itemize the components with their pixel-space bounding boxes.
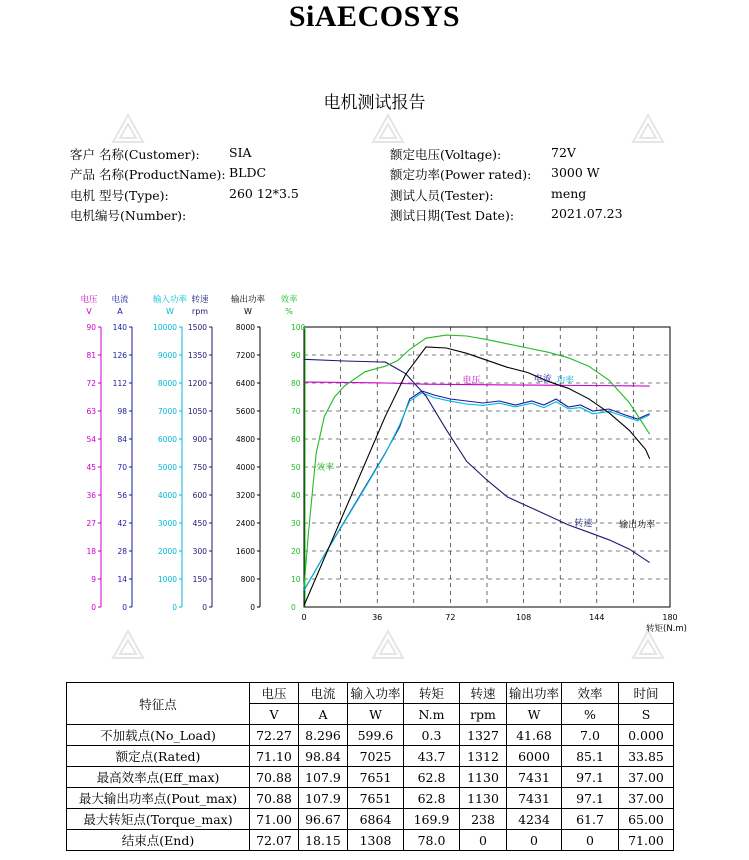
y-tick-label: 36 — [86, 491, 96, 500]
y-tick-label: 80 — [291, 379, 301, 388]
curve-label: 转速 — [574, 519, 593, 530]
table-row — [67, 788, 674, 809]
table-cell: 85.1 — [562, 746, 619, 767]
table-cell: 41.68 — [507, 725, 562, 746]
y-tick-label: 4000 — [235, 463, 255, 472]
table-cell: 7431 — [507, 788, 562, 809]
info-label: 客户 名称(Customer): — [70, 147, 200, 162]
table-cell: 97.1 — [562, 767, 619, 788]
y-tick-label: 9 — [91, 575, 96, 584]
y-tick-label: 112 — [112, 379, 127, 388]
y-tick-label: 72 — [86, 379, 96, 388]
x-tick-label: 72 — [445, 613, 456, 622]
table-cell: 8.296 — [299, 725, 348, 746]
table-cell: 62.8 — [404, 788, 460, 809]
y-tick-label: 300 — [192, 547, 207, 556]
table-header-cell: 时间 — [619, 683, 674, 704]
y-tick-label: 1350 — [187, 351, 207, 360]
y-tick-label: 10000 — [153, 323, 177, 332]
y-tick-label: 56 — [117, 491, 127, 500]
table-cell: 额定点(Rated) — [67, 746, 250, 767]
table-cell: 97.1 — [562, 788, 619, 809]
y-tick-label: 3000 — [157, 519, 177, 528]
table-cell: 72.27 — [250, 725, 299, 746]
series-line — [304, 335, 650, 587]
table-cell: 7431 — [507, 767, 562, 788]
motor-performance-chart — [0, 285, 749, 640]
y-axis-title: 电压 — [80, 295, 98, 305]
y-tick-label: 1000 — [157, 575, 177, 584]
table-cell: 6000 — [507, 746, 562, 767]
table-cell: 1130 — [460, 767, 507, 788]
table-cell: 96.67 — [299, 809, 348, 830]
info-label: 产品 名称(ProductName): — [70, 167, 226, 182]
table-cell: 7.0 — [562, 725, 619, 746]
watermark-icon — [630, 112, 666, 146]
y-axis-unit: W — [244, 307, 252, 316]
y-tick-label: 70 — [117, 463, 127, 472]
x-tick-label: 180 — [662, 613, 678, 622]
y-tick-label: 27 — [86, 519, 96, 528]
series-line — [304, 393, 650, 590]
y-tick-label: 140 — [112, 323, 127, 332]
table-unit-cell: N.m — [404, 704, 460, 725]
y-tick-label: 18 — [86, 547, 96, 556]
table-header-cell: 电压 — [250, 683, 299, 704]
y-tick-label: 98 — [117, 407, 127, 416]
table-header-cell: 电流 — [299, 683, 348, 704]
table-cell: 0.3 — [404, 725, 460, 746]
table-cell: 0 — [507, 830, 562, 851]
table-cell: 0.000 — [619, 725, 674, 746]
table-cell: 71.00 — [619, 830, 674, 851]
x-tick-label: 144 — [589, 613, 605, 622]
table-cell: 107.9 — [299, 788, 348, 809]
table-cell: 78.0 — [404, 830, 460, 851]
y-axis-title: 效率 — [280, 295, 298, 305]
y-tick-label: 63 — [86, 407, 96, 416]
y-tick-label: 50 — [291, 463, 301, 472]
y-tick-label: 4800 — [235, 435, 255, 444]
x-axis-label: 转矩(N.m) — [646, 624, 687, 634]
table-unit-cell: % — [562, 704, 619, 725]
info-label: 额定电压(Voltage): — [390, 147, 502, 162]
curve-label: 输出功率 — [619, 520, 656, 531]
table-cell: 72.07 — [250, 830, 299, 851]
y-tick-label: 3200 — [235, 491, 255, 500]
y-tick-label: 0 — [250, 603, 255, 612]
y-tick-label: 10 — [291, 575, 301, 584]
info-label: 电机 型号(Type): — [70, 188, 169, 203]
report-title: 电机测试报告 — [323, 93, 426, 113]
info-value: 260 12*3.5 — [229, 186, 299, 201]
y-tick-label: 1200 — [187, 379, 207, 388]
y-tick-label: 0 — [122, 603, 127, 612]
table-cell: 37.00 — [619, 788, 674, 809]
y-tick-label: 84 — [117, 435, 127, 444]
y-tick-label: 70 — [291, 407, 301, 416]
y-tick-label: 100 — [291, 323, 306, 332]
y-tick-label: 450 — [192, 519, 207, 528]
info-label: 测试人员(Tester): — [390, 188, 494, 203]
y-tick-label: 54 — [86, 435, 96, 444]
table-cell: 最大输出功率点(Pout_max) — [67, 788, 250, 809]
y-tick-label: 7200 — [235, 351, 255, 360]
table-cell: 0 — [460, 830, 507, 851]
table-cell: 61.7 — [562, 809, 619, 830]
table-cell: 70.88 — [250, 767, 299, 788]
info-label: 额定功率(Power rated): — [390, 167, 532, 182]
y-tick-label: 2400 — [235, 519, 255, 528]
table-cell: 599.6 — [348, 725, 404, 746]
curve-label: 效率 — [316, 463, 335, 474]
info-value: SIA — [229, 145, 252, 160]
y-tick-label: 9000 — [157, 351, 177, 360]
y-tick-label: 42 — [117, 519, 127, 528]
y-tick-label: 1500 — [187, 323, 207, 332]
table-cell: 62.8 — [404, 767, 460, 788]
watermark-icon — [370, 112, 406, 146]
table-cell: 6864 — [348, 809, 404, 830]
y-tick-label: 6000 — [157, 435, 177, 444]
table-header-cell: 转速 — [460, 683, 507, 704]
curve-label: 功率 — [556, 376, 575, 386]
y-tick-label: 20 — [291, 547, 301, 556]
y-tick-label: 0 — [172, 603, 177, 612]
y-tick-label: 2000 — [157, 547, 177, 556]
info-label: 电机编号(Number): — [70, 208, 187, 223]
table-row — [67, 809, 674, 830]
table-cell: 不加载点(No_Load) — [67, 725, 250, 746]
watermark-icon — [110, 112, 146, 146]
table-header-cell: 输入功率 — [348, 683, 404, 704]
table-cell: 最大转矩点(Torque_max) — [67, 809, 250, 830]
curve-label: 电压 — [462, 376, 481, 386]
y-tick-label: 45 — [86, 463, 96, 472]
info-value: 3000 W — [551, 165, 600, 180]
y-tick-label: 0 — [202, 603, 207, 612]
table-cell: 7025 — [348, 746, 404, 767]
y-axis-title: 输入功率 — [152, 295, 188, 305]
y-tick-label: 8000 — [157, 379, 177, 388]
table-cell: 65.00 — [619, 809, 674, 830]
y-tick-label: 150 — [192, 575, 207, 584]
curve-label: 电流 — [533, 374, 552, 385]
y-tick-label: 0 — [91, 603, 96, 612]
y-axis-unit: A — [117, 307, 123, 316]
y-tick-label: 90 — [291, 351, 301, 360]
table-cell: 43.7 — [404, 746, 460, 767]
table-cell: 33.85 — [619, 746, 674, 767]
table-cell: 1312 — [460, 746, 507, 767]
x-tick-label: 36 — [372, 613, 383, 622]
table-cell: 1327 — [460, 725, 507, 746]
table-cell: 37.00 — [619, 767, 674, 788]
table-unit-cell: rpm — [460, 704, 507, 725]
series-line — [304, 359, 650, 562]
table-unit-cell: W — [348, 704, 404, 725]
table-cell: 4234 — [507, 809, 562, 830]
info-value: 72V — [551, 145, 576, 160]
table-unit-cell: S — [619, 704, 674, 725]
table-header-cell: 输出功率 — [507, 683, 562, 704]
x-tick-label: 108 — [515, 613, 532, 622]
y-tick-label: 40 — [291, 491, 301, 500]
y-tick-label: 0 — [291, 603, 296, 612]
y-tick-label: 1050 — [187, 407, 207, 416]
table-cell: 98.84 — [299, 746, 348, 767]
table-cell: 107.9 — [299, 767, 348, 788]
y-tick-label: 126 — [112, 351, 127, 360]
table-unit-cell: W — [507, 704, 562, 725]
y-axis-title: 转速 — [191, 295, 209, 305]
table-cell: 7651 — [348, 788, 404, 809]
y-axis-unit: % — [285, 307, 293, 316]
y-tick-label: 6400 — [235, 379, 255, 388]
table-cell: 71.00 — [250, 809, 299, 830]
y-tick-label: 28 — [117, 547, 127, 556]
table-cell: 最高效率点(Eff_max) — [67, 767, 250, 788]
table-cell: 71.10 — [250, 746, 299, 767]
table-cell: 169.9 — [404, 809, 460, 830]
info-value: 2021.07.23 — [551, 206, 623, 221]
table-row — [67, 725, 674, 746]
y-tick-label: 750 — [192, 463, 207, 472]
y-tick-label: 60 — [291, 435, 301, 444]
y-tick-label: 8000 — [235, 323, 255, 332]
info-value: BLDC — [229, 165, 267, 180]
y-axis-unit: W — [166, 307, 174, 316]
table-cell: 1308 — [348, 830, 404, 851]
table-cell: 70.88 — [250, 788, 299, 809]
table-header-cell: 效率 — [562, 683, 619, 704]
y-tick-label: 4000 — [157, 491, 177, 500]
y-tick-label: 7000 — [157, 407, 177, 416]
info-value: meng — [551, 186, 587, 201]
y-axis-unit: rpm — [191, 307, 209, 316]
table-cell: 7651 — [348, 767, 404, 788]
y-tick-label: 81 — [86, 351, 96, 360]
table-cell: 0 — [562, 830, 619, 851]
y-tick-label: 5600 — [235, 407, 255, 416]
table-row — [67, 746, 674, 767]
y-axis-title: 输出功率 — [230, 295, 266, 305]
y-tick-label: 600 — [192, 491, 207, 500]
y-tick-label: 90 — [86, 323, 96, 332]
table-unit-cell: V — [250, 704, 299, 725]
y-axis-title: 电流 — [111, 295, 129, 305]
series-line — [304, 391, 650, 590]
y-tick-label: 1600 — [235, 547, 255, 556]
table-header-row — [67, 683, 674, 704]
table-cell: 238 — [460, 809, 507, 830]
y-tick-label: 900 — [192, 435, 207, 444]
table-cell: 18.15 — [299, 830, 348, 851]
table-cell: 结束点(End) — [67, 830, 250, 851]
x-tick-label: 0 — [301, 613, 307, 622]
y-tick-label: 5000 — [157, 463, 177, 472]
brand-logo: SiAECOSYS — [288, 0, 461, 33]
characteristic-points-table — [66, 682, 674, 851]
y-axis-unit: V — [86, 307, 92, 316]
y-tick-label: 14 — [117, 575, 127, 584]
y-tick-label: 800 — [240, 575, 255, 584]
table-row — [67, 830, 674, 851]
info-label: 测试日期(Test Date): — [390, 208, 515, 223]
table-cell: 1130 — [460, 788, 507, 809]
table-header-cell: 特征点 — [67, 683, 250, 725]
table-header-cell: 转矩 — [404, 683, 460, 704]
table-unit-cell: A — [299, 704, 348, 725]
table-row — [67, 767, 674, 788]
y-tick-label: 30 — [291, 519, 301, 528]
